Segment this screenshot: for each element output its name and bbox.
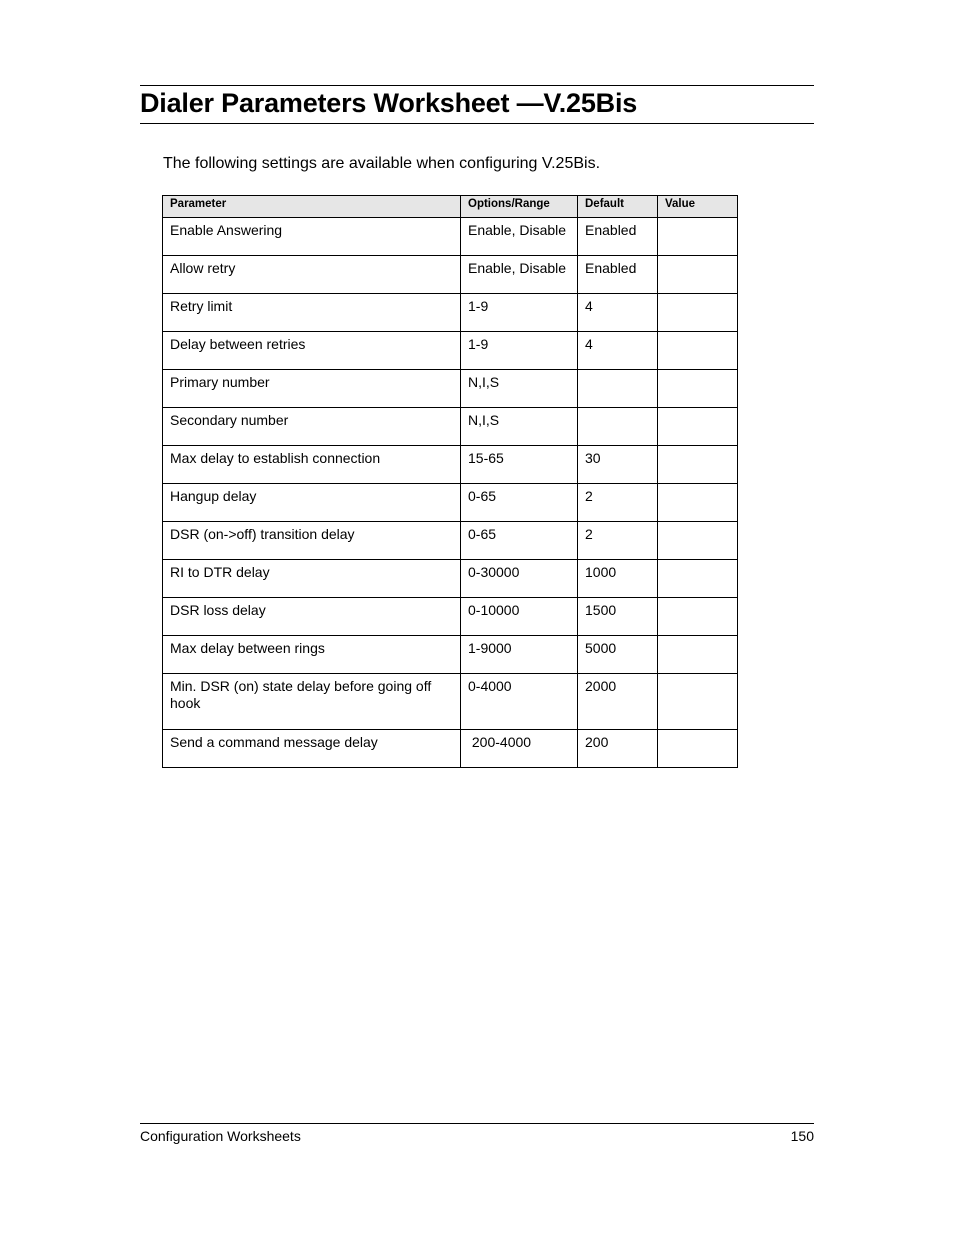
table-header-row: [163, 196, 738, 218]
cell-parameter: Max delay to establish connection: [163, 446, 461, 484]
cell-options: 15-65: [461, 446, 578, 484]
cell-parameter: RI to DTR delay: [163, 560, 461, 598]
table-row: [163, 522, 738, 560]
cell-parameter: Allow retry: [163, 256, 461, 294]
cell-options: 0-4000: [461, 674, 578, 730]
cell-parameter: Max delay between rings: [163, 636, 461, 674]
cell-parameter: Hangup delay: [163, 484, 461, 522]
table-row: [163, 370, 738, 408]
cell-options: 0-30000: [461, 560, 578, 598]
page-title: Dialer Parameters Worksheet —V.25Bis: [140, 88, 638, 118]
cell-value[interactable]: [658, 294, 738, 332]
table-row: [163, 674, 738, 730]
header-parameter: Parameter: [163, 196, 461, 218]
cell-default: 2: [578, 522, 658, 560]
cell-parameter: DSR loss delay: [163, 598, 461, 636]
cell-parameter: Delay between retries: [163, 332, 461, 370]
parameters-table: [162, 195, 738, 768]
cell-value[interactable]: [658, 636, 738, 674]
header-value: Value: [658, 196, 738, 218]
header-options-range: Options/Range: [461, 196, 578, 218]
cell-value[interactable]: [658, 730, 738, 768]
cell-value[interactable]: [658, 598, 738, 636]
cell-value[interactable]: [658, 370, 738, 408]
cell-value[interactable]: [658, 674, 738, 730]
cell-value[interactable]: [658, 484, 738, 522]
table-row: [163, 560, 738, 598]
cell-options: 200-4000: [461, 730, 578, 768]
cell-parameter: Min. DSR (on) state delay before going off hook: [163, 674, 461, 730]
cell-default: 5000: [578, 636, 658, 674]
cell-options: 0-65: [461, 484, 578, 522]
cell-default: 2: [578, 484, 658, 522]
title-bottom-rule: [140, 123, 814, 124]
cell-value[interactable]: [658, 522, 738, 560]
cell-value[interactable]: [658, 446, 738, 484]
cell-options: 1-9000: [461, 636, 578, 674]
table-row: [163, 408, 738, 446]
cell-parameter: Enable Answering: [163, 218, 461, 256]
cell-parameter: Retry limit: [163, 294, 461, 332]
table-row: [163, 636, 738, 674]
cell-default: 4: [578, 294, 658, 332]
cell-value[interactable]: [658, 218, 738, 256]
cell-parameter: DSR (on->off) transition delay: [163, 522, 461, 560]
cell-parameter: Secondary number: [163, 408, 461, 446]
cell-default: 1000: [578, 560, 658, 598]
cell-default: 1500: [578, 598, 658, 636]
footer-rule: [140, 1123, 814, 1124]
cell-options: 1-9: [461, 332, 578, 370]
cell-default: 200: [578, 730, 658, 768]
cell-parameter: Primary number: [163, 370, 461, 408]
table-row: [163, 730, 738, 768]
cell-options: Enable, Disable: [461, 256, 578, 294]
cell-default: Enabled: [578, 218, 658, 256]
table-row: [163, 256, 738, 294]
cell-value[interactable]: [658, 332, 738, 370]
cell-default: [578, 370, 658, 408]
cell-default: 30: [578, 446, 658, 484]
cell-parameter: Send a command message delay: [163, 730, 461, 768]
cell-value[interactable]: [658, 408, 738, 446]
footer-section-name: Configuration Worksheets: [140, 1128, 301, 1144]
cell-default: [578, 408, 658, 446]
cell-options: Enable, Disable: [461, 218, 578, 256]
table-row: [163, 294, 738, 332]
cell-value[interactable]: [658, 256, 738, 294]
cell-options: 0-10000: [461, 598, 578, 636]
cell-default: 2000: [578, 674, 658, 730]
intro-text: The following settings are available when configuring V.25Bis.: [163, 155, 601, 172]
cell-value[interactable]: [658, 560, 738, 598]
cell-options: 0-65: [461, 522, 578, 560]
cell-default: Enabled: [578, 256, 658, 294]
cell-options: N,I,S: [461, 408, 578, 446]
cell-options: 1-9: [461, 294, 578, 332]
header-default: Default: [578, 196, 658, 218]
table-row: [163, 218, 738, 256]
table-row: [163, 332, 738, 370]
cell-default: 4: [578, 332, 658, 370]
footer-page-number: 150: [790, 1128, 814, 1144]
table-row: [163, 484, 738, 522]
table-row: [163, 598, 738, 636]
table-row: [163, 446, 738, 484]
cell-options: N,I,S: [461, 370, 578, 408]
